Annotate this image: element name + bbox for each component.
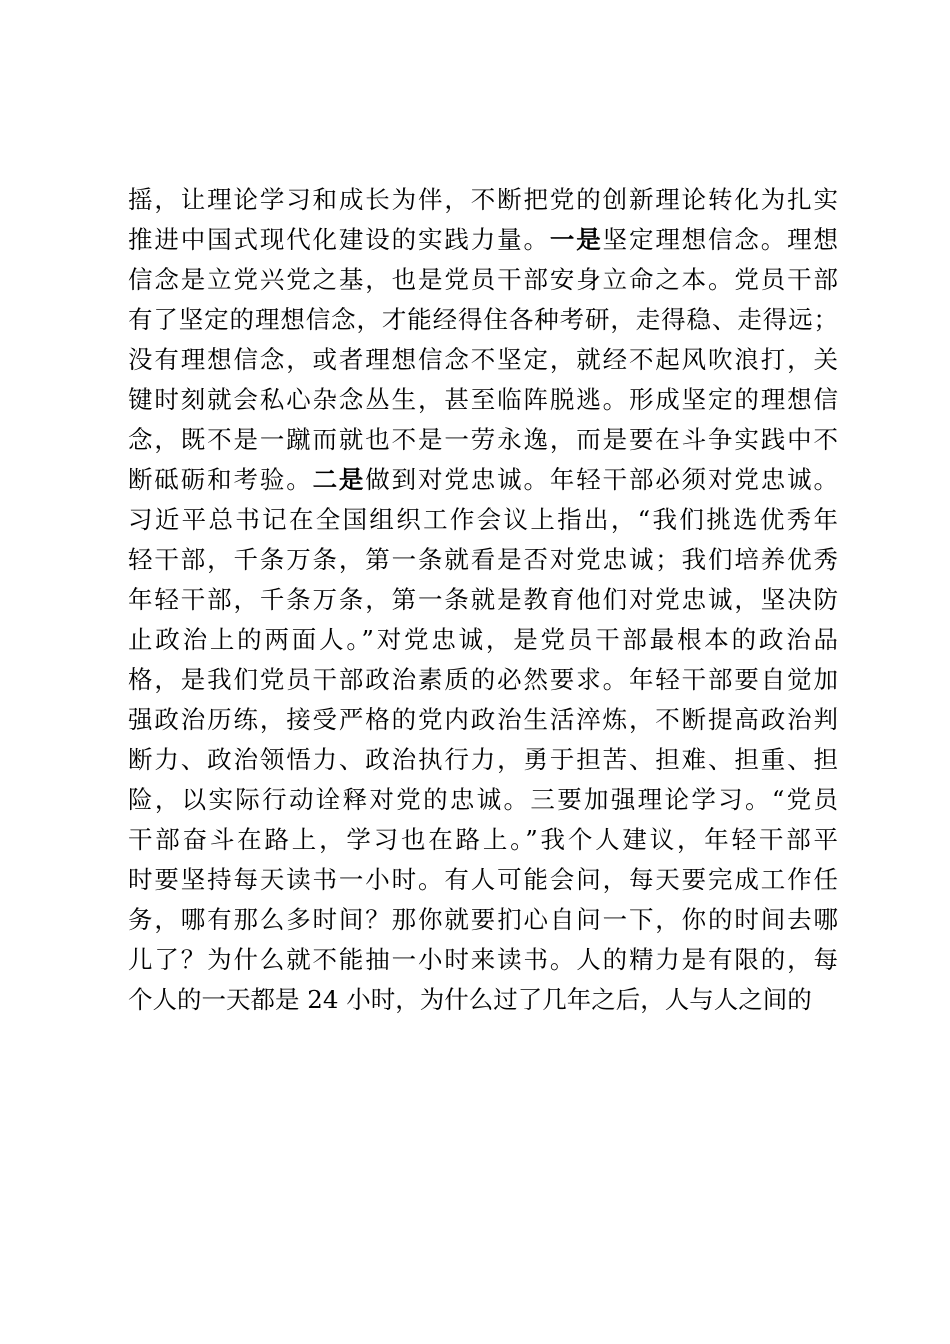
text-segment: 推进中国式现代化建设的实践力量。 bbox=[128, 225, 550, 254]
text-segment: 个人的一天都是 24 小时，为什么过了几年之后，人与人之间的 bbox=[128, 985, 812, 1014]
text-line bbox=[128, 660, 838, 700]
text-line bbox=[128, 380, 838, 420]
text-line bbox=[128, 580, 838, 620]
text-segment: 年轻干部，千条万条，第一条就是教育他们对党忠诚，坚决防 bbox=[128, 585, 838, 614]
text-line bbox=[128, 700, 838, 740]
text-segment: 务，哪有那么多时间？那你就要扪心自问一下，你的时间去哪 bbox=[128, 905, 838, 934]
text-segment: 险，以实际行动诠释对党的忠诚。三要加强理论学习。“党员 bbox=[128, 785, 838, 814]
text-line bbox=[128, 820, 838, 860]
text-line bbox=[128, 220, 838, 260]
bold-marker: 一是 bbox=[549, 225, 603, 254]
text-segment: 断力、政治领悟力、政治执行力，勇于担苦、担难、担重、担 bbox=[128, 745, 838, 774]
text-line bbox=[128, 420, 838, 460]
text-segment: 止政治上的两面人。”对党忠诚，是党员干部最根本的政治品 bbox=[128, 625, 838, 654]
text-line bbox=[128, 620, 838, 660]
text-segment: 键时刻就会私心杂念丛生，甚至临阵脱逃。形成坚定的理想信 bbox=[128, 385, 838, 414]
text-line bbox=[128, 300, 838, 340]
text-segment: 信念是立党兴党之基，也是党员干部安身立命之本。党员干部 bbox=[128, 265, 838, 294]
text-segment: 有了坚定的理想信念，才能经得住各种考研，走得稳、走得远； bbox=[128, 305, 838, 334]
text-segment: 做到对党忠诚。年轻干部必须对党忠诚。 bbox=[365, 465, 839, 494]
text-line bbox=[128, 500, 838, 540]
text-line bbox=[128, 740, 838, 780]
text-line bbox=[128, 460, 838, 500]
text-segment: 摇，让理论学习和成长为伴，不断把党的创新理论转化为扎实 bbox=[128, 185, 838, 214]
text-segment: 时要坚持每天读书一小时。有人可能会问，每天要完成工作任 bbox=[128, 865, 838, 894]
bold-marker: 二是 bbox=[312, 465, 366, 494]
text-segment: 坚定理想信念。理想 bbox=[602, 225, 839, 254]
text-segment: 没有理想信念，或者理想信念不坚定，就经不起风吹浪打，关 bbox=[128, 345, 838, 374]
text-line bbox=[128, 980, 838, 1020]
text-segment: 断砥砺和考验。 bbox=[128, 465, 313, 494]
text-segment: 习近平总书记在全国组织工作会议上指出，“我们挑选优秀年 bbox=[128, 505, 838, 534]
text-segment: 儿了？为什么就不能抽一小时来读书。人的精力是有限的，每 bbox=[128, 945, 838, 974]
body-text bbox=[128, 180, 838, 1020]
text-line bbox=[128, 260, 838, 300]
text-line bbox=[128, 860, 838, 900]
text-segment: 干部奋斗在路上，学习也在路上。”我个人建议，年轻干部平 bbox=[128, 825, 838, 854]
text-line bbox=[128, 900, 838, 940]
text-segment: 格，是我们党员干部政治素质的必然要求。年轻干部要自觉加 bbox=[128, 665, 838, 694]
text-line bbox=[128, 340, 838, 380]
text-line bbox=[128, 940, 838, 980]
text-line bbox=[128, 180, 838, 220]
text-line bbox=[128, 540, 838, 580]
text-segment: 念，既不是一蹴而就也不是一劳永逸，而是要在斗争实践中不 bbox=[128, 425, 838, 454]
text-segment: 强政治历练，接受严格的党内政治生活淬炼，不断提高政治判 bbox=[128, 705, 838, 734]
text-line bbox=[128, 780, 838, 820]
text-segment: 轻干部，千条万条，第一条就看是否对党忠诚；我们培养优秀 bbox=[128, 545, 838, 574]
